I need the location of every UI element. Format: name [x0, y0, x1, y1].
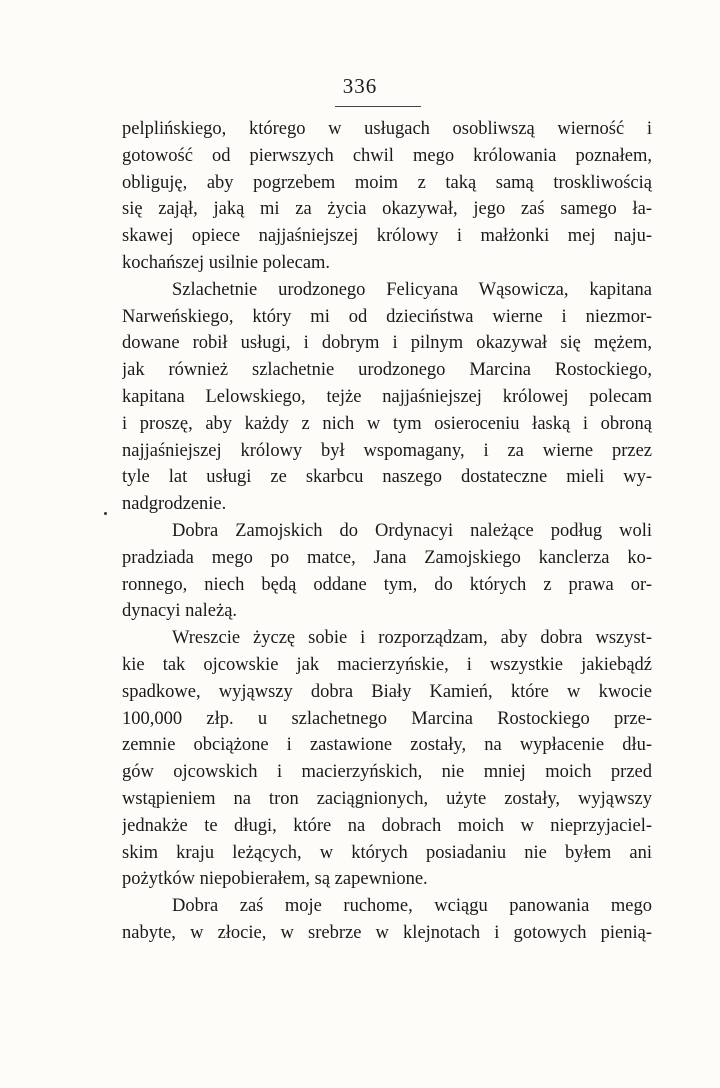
text-line: skim kraju leżących, w których posiadaniu nie byłem ani [122, 842, 652, 863]
text-line: Szlachetnie urodzonego Felicyana Wąsowicza, kapitana [172, 279, 652, 300]
text-line: nabyte, w złocie, w srebrze w klejnotach i gotowych pienią- [122, 922, 652, 943]
text-line: Wreszcie życzę sobie i rozporządzam, aby dobra wszyst- [172, 628, 652, 649]
text-line: dynacyi należą. [122, 601, 238, 622]
text-line: Narweńskiego, który mi od dzieciństwa wierne i niezmor- [122, 306, 652, 327]
text-line: i proszę, aby każdy z nich w tym osieroceniu łaską i obroną [122, 413, 652, 434]
text-line: jak również szlachetnie urodzonego Marcina Rostockiego, [122, 360, 652, 381]
text-line: najjaśniejszej królowy był wspomagany, i za wierne przez [122, 440, 652, 461]
page-number-rule [335, 106, 421, 107]
text-line: ronnego, niech będą oddane tym, do których z prawa or- [122, 574, 652, 595]
text-line: dowane robił usługi, i dobrym i pilnym okazywał się mężem, [122, 333, 652, 354]
text-line: tyle lat usługi ze skarbcu naszego dostateczne mieli wy- [122, 467, 652, 488]
text-line: jednakże te długi, które na dobrach moich w nieprzyjaciel- [122, 815, 652, 836]
text-line: się zajął, jaką mi za życia okazywał, jego zaś samego ła- [122, 199, 652, 220]
text-line: kapitana Lelowskiego, tejże najjaśniejszej królowej polecam [122, 386, 652, 407]
text-line: spadkowe, wyjąwszy dobra Biały Kamień, które w kwocie [122, 681, 652, 702]
text-line: wstąpieniem na tron zaciągnionych, użyte zostały, wyjąwszy [122, 788, 652, 809]
text-line: gów ojcowskich i macierzyńskich, nie mniej moich przed [122, 762, 652, 783]
text-line: pradziada mego po matce, Jana Zamojskiego kanclerza ko- [122, 547, 652, 568]
text-line: pożytków niepobierałem, są zapewnione. [122, 869, 428, 890]
margin-mark [104, 512, 107, 515]
body-text [122, 116, 652, 947]
text-line: nadgrodzenie. [122, 494, 227, 515]
text-line: gotowość od pierwszych chwil mego królowania poznałem, [122, 145, 652, 166]
text-line: obliguję, aby pogrzebem moim z taką samą troskliwością [122, 172, 652, 193]
text-line: kie tak ojcowskie jak macierzyńskie, i wszystkie jakiebądź [122, 654, 652, 675]
text-line: 100,000 złp. u szlachetnego Marcina Rostockiego prze- [122, 708, 652, 729]
page-number: 336 [342, 74, 378, 98]
text-line: skawej opiece najjaśniejszej królowy i małżonki mej naju- [122, 226, 652, 247]
text-line: zemnie obciążone i zastawione zostały, na wypłacenie dłu- [122, 735, 652, 756]
text-line: kochańszej usilnie polecam. [122, 252, 331, 273]
text-line: Dobra Zamojskich do Ordynacyi należące podług woli [172, 520, 652, 541]
text-line: Dobra zaś moje ruchome, wciągu panowania mego [172, 896, 652, 917]
text-line: pelplińskiego, którego w usługach osobliwszą wierność i [122, 119, 652, 139]
